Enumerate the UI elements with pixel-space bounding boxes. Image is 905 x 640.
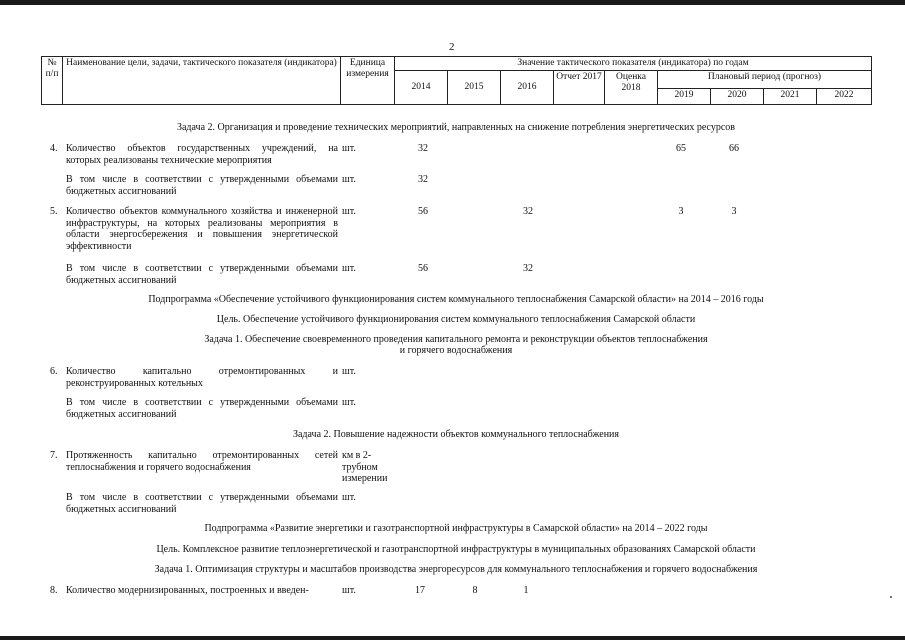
task-1-optimization: Задача 1. Оптимизация структуры и масштабов производства энергоресурсов для коммунального теплоснабжения и горячего водоснабжения <box>154 564 758 575</box>
value-2014: 56 <box>418 206 428 217</box>
row-unit: шт. <box>342 366 356 377</box>
row-text: Протяженность капитально отремонтированных сетей теплоснабжения и горячего водоснабжения <box>66 450 338 473</box>
row-text: В том числе в соответствии с утвержденными объемами бюджетных ассигнований <box>66 397 338 420</box>
table-header <box>41 56 872 105</box>
header-estimate-2018: Оценка 2018 <box>605 71 658 105</box>
page-bottom-edge <box>0 636 905 640</box>
task-1-repair-line2: и горячего водоснабжения <box>399 345 513 356</box>
header-2016: 2016 <box>501 71 554 105</box>
header-2014: 2014 <box>395 71 448 105</box>
section-task-2: Задача 2. Организация и проведение технических мероприятий, направленных на снижение потребления энергетических ресурсов <box>176 122 736 133</box>
value-2020: 3 <box>731 206 737 217</box>
header-plan: Плановый период (прогноз) <box>658 71 872 89</box>
subprogram-heat-supply: Подпрограмма «Обеспечение устойчивого функционирования систем коммунального теплоснабжения Самарской области» на 2014 – 2016 годы <box>148 294 764 305</box>
row-unit: шт. <box>342 492 356 503</box>
value-2019: 3 <box>678 206 684 217</box>
row-unit: шт. <box>342 585 356 596</box>
value-2014: 56 <box>418 263 428 274</box>
header-2015: 2015 <box>448 71 501 105</box>
header-report-2017: Отчет 2017 <box>554 71 605 105</box>
row-unit: шт. <box>342 397 356 408</box>
header-2019: 2019 <box>658 89 711 105</box>
row-text: Количество объектов коммунального хозяйства и инженерной инфраструктуры, на которых реализованы мероприятия в области энергосбережения и повышения энергетической эффективности <box>66 206 338 252</box>
header-unit: Единица измерения <box>341 57 395 105</box>
value-2020: 66 <box>729 143 739 154</box>
row-text: Количество модернизированных, построенных и введен- <box>66 585 309 596</box>
header-num: № п/п <box>42 57 63 105</box>
row-unit: шт. <box>342 206 356 217</box>
scan-speck <box>890 596 892 598</box>
row-text: Количество капитально отремонтированных и реконструированных котельных <box>66 366 338 389</box>
value-2015: 8 <box>472 585 478 596</box>
value-2014: 17 <box>415 585 425 596</box>
row-text: В том числе в соответствии с утвержденными объемами бюджетных ассигнований <box>66 492 338 515</box>
header-2020: 2020 <box>711 89 764 105</box>
header-name: Наименование цели, задачи, тактического показателя (индикатора) <box>63 57 341 105</box>
goal-heat-supply: Цель. Обеспечение устойчивого функционирования систем коммунального теплоснабжения Самарской области <box>216 314 696 325</box>
row-number: 7. <box>50 450 58 461</box>
header-values-title: Значение тактического показателя (индикатора) по годам <box>395 57 872 71</box>
subprogram-energy-gas: Подпрограмма «Развитие энергетики и газотранспортной инфраструктуры в Самарской области» на 2014 – 2022 годы <box>204 523 708 534</box>
row-unit: шт. <box>342 143 356 154</box>
row-unit: шт. <box>342 263 356 274</box>
value-2014: 32 <box>418 174 428 185</box>
value-2016: 32 <box>523 263 533 274</box>
row-number: 8. <box>50 585 58 596</box>
value-2014: 32 <box>418 143 428 154</box>
value-2016: 32 <box>523 206 533 217</box>
value-2019: 65 <box>676 143 686 154</box>
row-number: 4. <box>50 143 58 154</box>
row-text: В том числе в соответствии с утвержденными объемами бюджетных ассигнований <box>66 174 338 197</box>
header-2021: 2021 <box>764 89 817 105</box>
row-number: 6. <box>50 366 58 377</box>
goal-energy-gas: Цель. Комплексное развитие теплоэнергетической и газотранспортной инфраструктуры в муниципальных образованиях Самарской области <box>156 544 756 555</box>
row-text: В том числе в соответствии с утвержденными объемами бюджетных ассигнований <box>66 263 338 286</box>
row-number: 5. <box>50 206 58 217</box>
page-number: 2 <box>449 41 455 53</box>
row-text: Количество объектов государственных учреждений, на которых реализованы технические мероприятия <box>66 143 338 166</box>
header-2022: 2022 <box>817 89 872 105</box>
row-unit: км в 2-трубном измерении <box>342 450 388 484</box>
task-2-reliability: Задача 2. Повышение надежности объектов коммунального теплоснабжения <box>292 429 620 440</box>
row-unit: шт. <box>342 174 356 185</box>
task-1-repair: Задача 1. Обеспечение своевременного проведения капитального ремонта и реконструкции объектов теплоснабжения <box>204 334 708 345</box>
page-top-edge <box>0 0 905 5</box>
value-2016: 1 <box>523 585 529 596</box>
